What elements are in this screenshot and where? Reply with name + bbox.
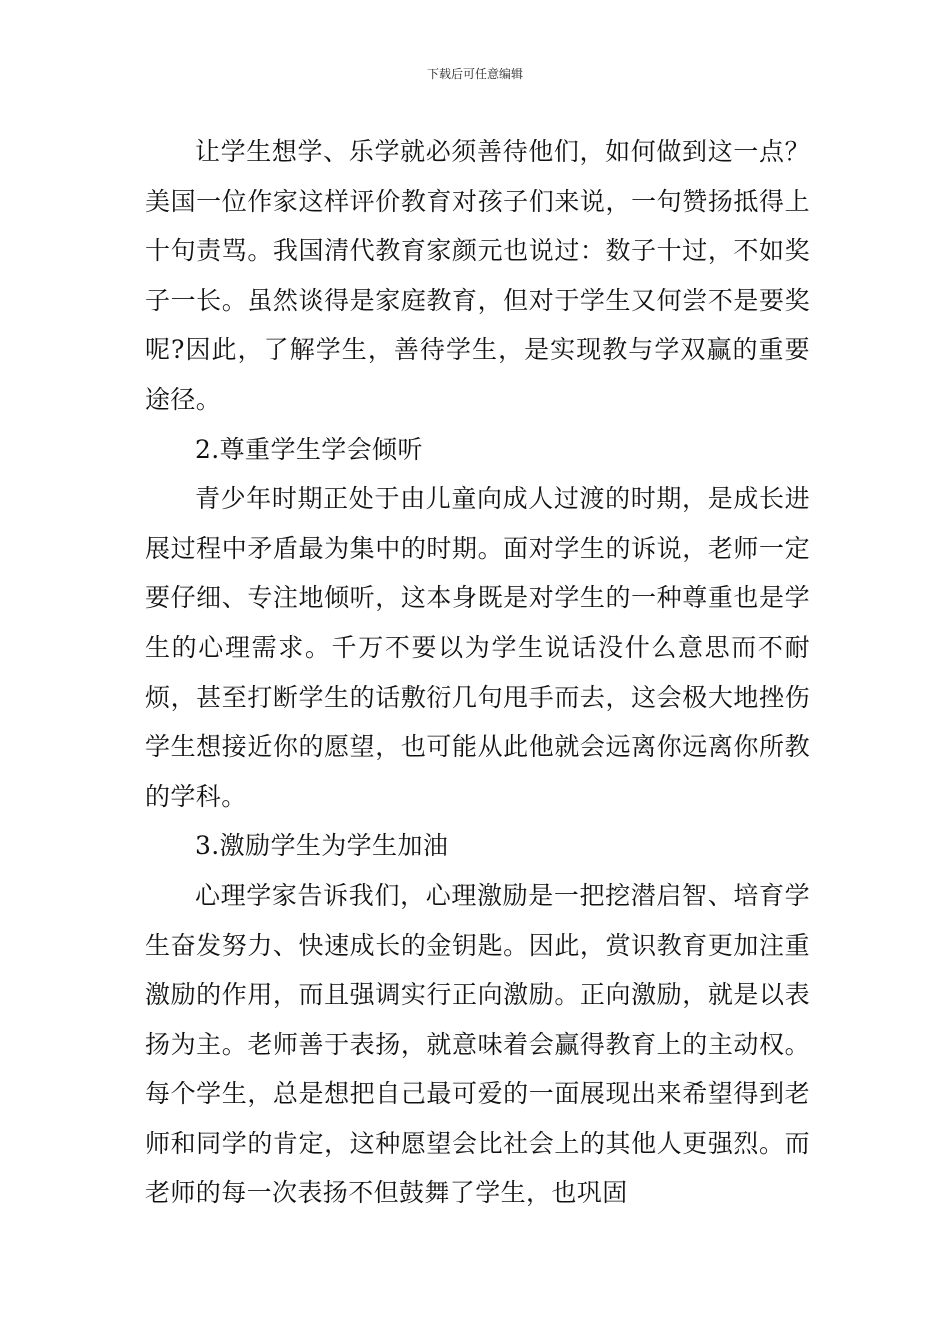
section-heading-3: 3.激励学生为学生加油 [195, 831, 449, 861]
section-heading-2: 2.尊重学生学会倾听 [195, 434, 423, 464]
paragraph-2: 青少年时期正处于由儿童向成人过渡的时期，是成长进展过程中矛盾最为集中的时期。面对学生的诉说，老师一定要仔细、专注地倾听，这本身既是对学生的一种尊重也是学生的心理需求。千万不要以为学生说话没什么意思而不耐烦，甚至打断学生的话敷衍几句甩手而去，这会极大地挫伤学生想接近你的愿望，也可能从此他就会远离你远离你所教的学科。 [145, 484, 810, 811]
document-body [145, 127, 810, 1218]
paragraph-3: 心理学家告诉我们，心理激励是一把挖潜启智、培育学生奋发努力、快速成长的金钥匙。因此，赏识教育更加注重激励的作用，而且强调实行正向激励。正向激励，就是以表扬为主。老师善于表扬，就意味着会赢得教育上的主动权。每个学生，总是想把自己最可爱的一面展现出来希望得到老师和同学的肯定，这种愿望会比社会上的其他人更强烈。而老师的每一次表扬不但鼓舞了学生，也巩固 [145, 880, 810, 1208]
page-header: 下载后可任意编辑 [426, 67, 523, 81]
paragraph-1: 让学生想学、乐学就必须善待他们，如何做到这一点？美国一位作家这样评价教育对孩子们来说，一句赞扬抵得上十句责骂。我国清代教育家颜元也说过：数子十过，不如奖子一长。虽然谈得是家庭教育，但对于学生又何尝不是要奖呢?因此，了解学生，善待学生，是实现教与学双赢的重要途径。 [145, 137, 810, 414]
